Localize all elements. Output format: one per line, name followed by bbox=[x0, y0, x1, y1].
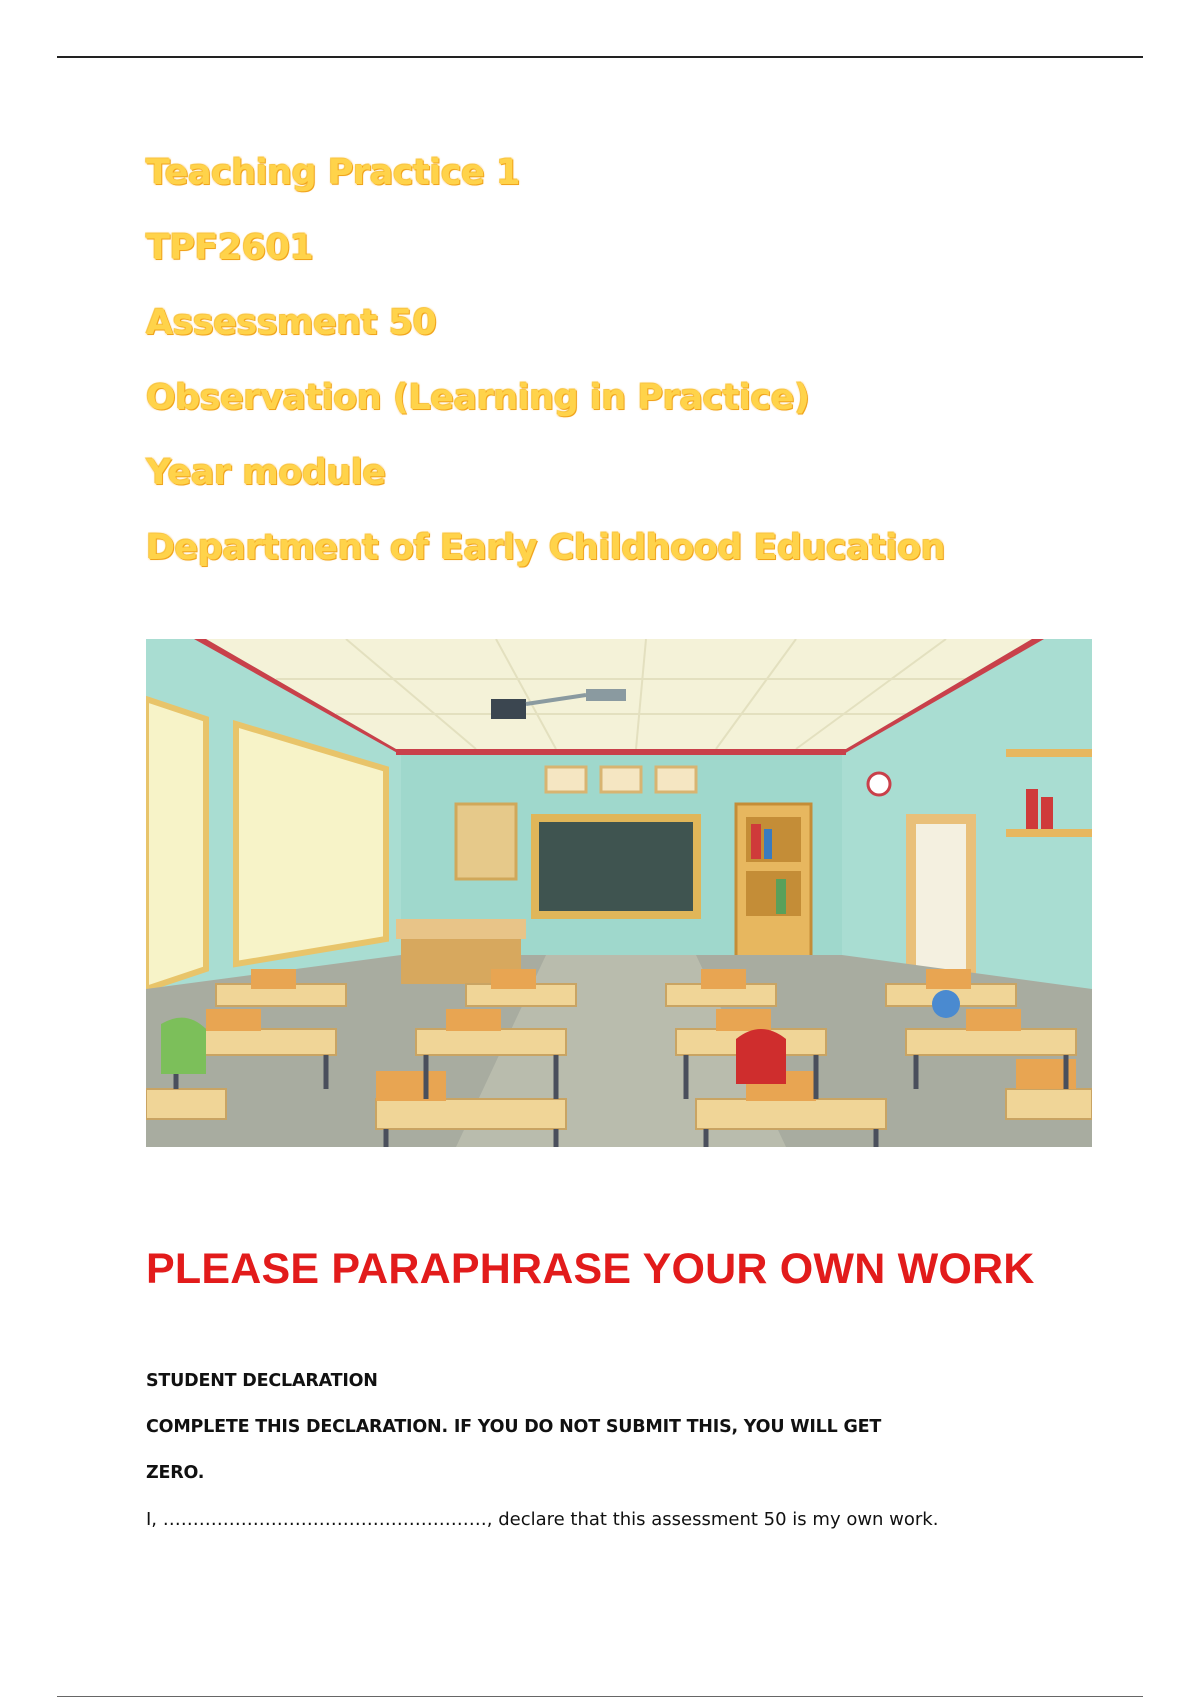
title-department: Department of Early Childhood Education bbox=[146, 528, 946, 568]
title-module-code: TPF2601 bbox=[146, 228, 314, 268]
title-topic: Observation (Learning in Practice) bbox=[146, 378, 810, 418]
paraphrase-warning: PLEASE PARAPHRASE YOUR OWN WORK bbox=[146, 1245, 1035, 1293]
title-duration: Year module bbox=[146, 453, 386, 493]
declaration-heading: STUDENT DECLARATION bbox=[146, 1371, 378, 1391]
top-rule bbox=[57, 56, 1143, 58]
title-assessment: Assessment 50 bbox=[146, 303, 437, 343]
title-course: Teaching Practice 1 bbox=[146, 153, 520, 193]
declaration-instruction-line2: ZERO. bbox=[146, 1463, 205, 1483]
declaration-instruction-line1: COMPLETE THIS DECLARATION. IF YOU DO NOT SUBMIT THIS, YOU WILL GET bbox=[146, 1417, 882, 1437]
classroom-illustration bbox=[146, 639, 1092, 1147]
cover-titles bbox=[146, 148, 945, 598]
bottom-rule bbox=[57, 1696, 1143, 1697]
declaration-statement: I, ………………………………………………, declare that this assessment 50 is my own work. bbox=[146, 1509, 939, 1530]
